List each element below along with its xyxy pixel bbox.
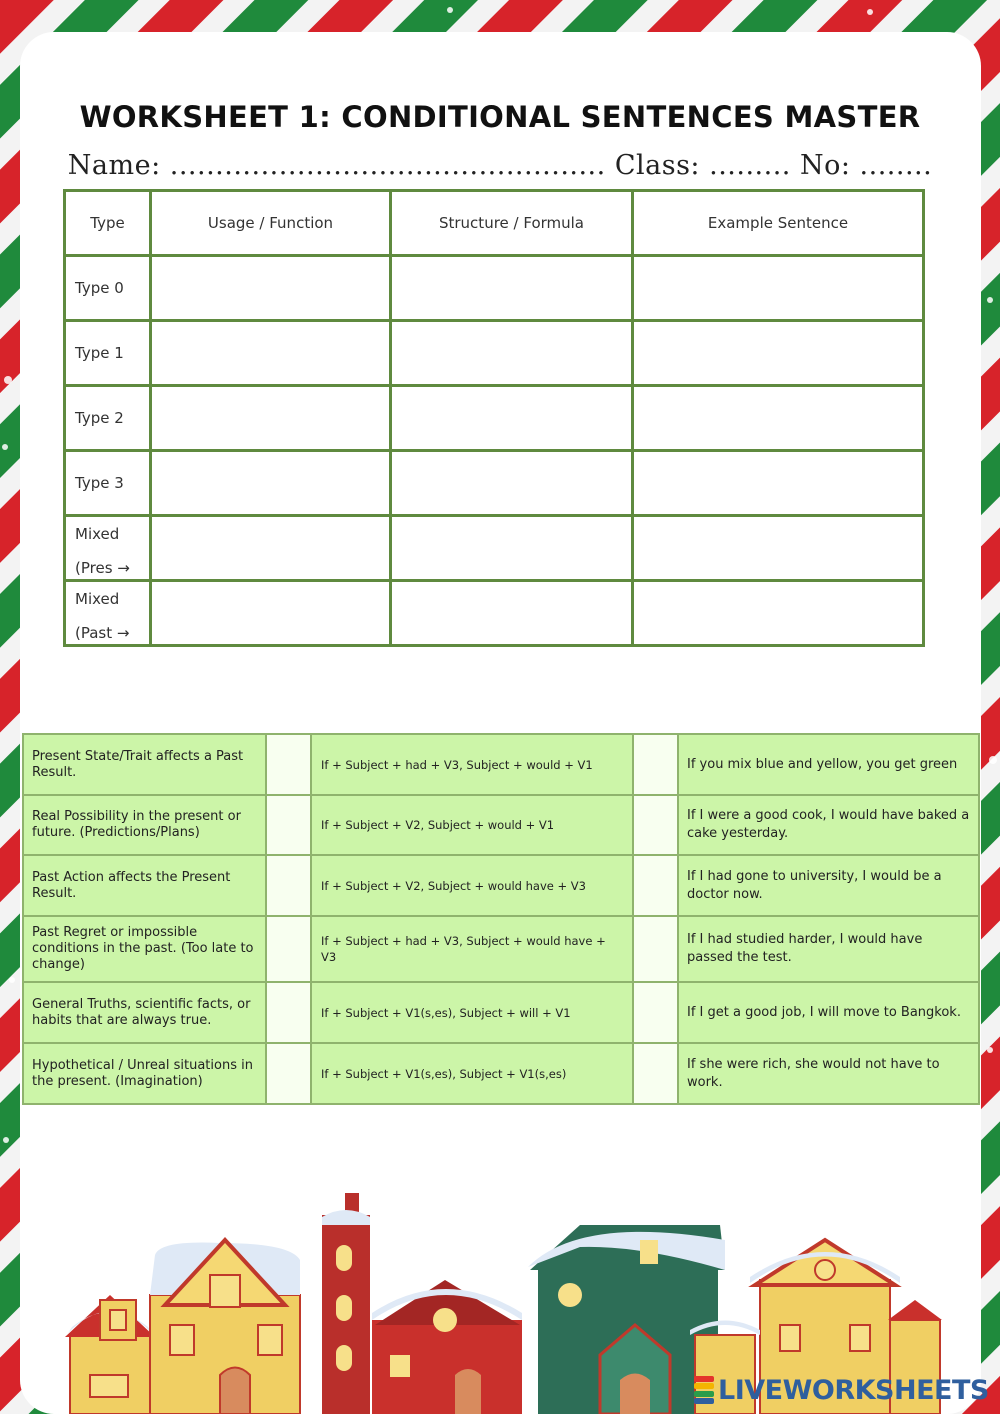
options-row (23, 982, 979, 1043)
drop-zone-usage[interactable] (151, 321, 391, 386)
worksheet-title: WORKSHEET 1: CONDITIONAL SENTENCES MASTER (79, 100, 921, 134)
spacer-cell (633, 855, 678, 916)
usage-option[interactable]: Present State/Trait affects a Past Result. (23, 734, 266, 795)
formula-option[interactable]: If + Subject + had + V3, Subject + would have + V3 (311, 916, 633, 982)
spacer-cell (633, 795, 678, 855)
usage-option[interactable]: Hypothetical / Unreal situations in the present. (Imagination) (23, 1043, 266, 1104)
spacer-cell (633, 916, 678, 982)
example-option[interactable]: If I had studied harder, I would have passed the test. (678, 916, 979, 982)
liveworksheets-logo-icon (694, 1376, 714, 1404)
drop-zone-usage[interactable] (151, 516, 391, 581)
no-blank[interactable]: ........ (859, 150, 933, 181)
liveworksheets-logo-text: LIVEWORKSHEETS (718, 1374, 989, 1406)
answer-row-mixed-pres (65, 516, 924, 581)
drop-zone-structure[interactable] (391, 321, 633, 386)
header-example: Example Sentence (633, 191, 924, 256)
usage-option[interactable]: General Truths, scientific facts, or habits that are always true. (23, 982, 266, 1043)
usage-option[interactable]: Past Action affects the Present Result. (23, 855, 266, 916)
drop-zone-example[interactable] (633, 581, 924, 646)
spacer-cell (266, 916, 311, 982)
answer-table-header (65, 191, 924, 256)
drop-zone-example[interactable] (633, 516, 924, 581)
options-row (23, 916, 979, 982)
spacer-cell (266, 855, 311, 916)
answer-table (63, 189, 925, 647)
answer-row-type-1 (65, 321, 924, 386)
class-blank[interactable]: ......... (709, 150, 791, 181)
spacer-cell (633, 1043, 678, 1104)
answer-row-type-2 (65, 386, 924, 451)
drop-zone-structure[interactable] (391, 386, 633, 451)
answer-row-type-3 (65, 451, 924, 516)
drop-zone-example[interactable] (633, 256, 924, 321)
formula-option[interactable]: If + Subject + V2, Subject + would + V1 (311, 795, 633, 855)
formula-option[interactable]: If + Subject + V1(s,es), Subject + V1(s,es) (311, 1043, 633, 1104)
name-blank[interactable]: ................................................ (169, 150, 606, 181)
row-label: Mixed (Pres → (75, 525, 130, 577)
student-info-line (0, 150, 1000, 181)
row-label: Type 0 (65, 256, 151, 321)
drop-zone-structure[interactable] (391, 451, 633, 516)
row-label: Mixed (Past → (75, 590, 130, 642)
answer-row-mixed-past (65, 581, 924, 646)
options-row (23, 855, 979, 916)
liveworksheets-logo (694, 1373, 989, 1407)
header-type: Type (65, 191, 151, 256)
example-option[interactable]: If I had gone to university, I would be a doctor now. (678, 855, 979, 916)
usage-option[interactable]: Past Regret or impossible conditions in the past. (Too late to change) (23, 916, 266, 982)
header-usage: Usage / Function (151, 191, 391, 256)
drop-zone-usage[interactable] (151, 256, 391, 321)
answer-row-type-0 (65, 256, 924, 321)
drop-zone-structure[interactable] (391, 581, 633, 646)
drop-zone-usage[interactable] (151, 581, 391, 646)
options-row (23, 795, 979, 855)
spacer-cell (266, 982, 311, 1043)
formula-option[interactable]: If + Subject + V1(s,es), Subject + will + V1 (311, 982, 633, 1043)
drop-zone-usage[interactable] (151, 451, 391, 516)
spacer-cell (266, 1043, 311, 1104)
usage-option[interactable]: Real Possibility in the present or future. (Predictions/Plans) (23, 795, 266, 855)
example-option[interactable]: If she were rich, she would not have to work. (678, 1043, 979, 1104)
spacer-cell (266, 795, 311, 855)
spacer-cell (633, 982, 678, 1043)
header-structure: Structure / Formula (391, 191, 633, 256)
name-label: Name: (67, 150, 161, 181)
drop-zone-example[interactable] (633, 321, 924, 386)
class-label: Class: (614, 150, 701, 181)
options-row (23, 734, 979, 795)
spacer-cell (633, 734, 678, 795)
drop-zone-example[interactable] (633, 451, 924, 516)
no-label: No: (799, 150, 851, 181)
formula-option[interactable]: If + Subject + V2, Subject + would have + V3 (311, 855, 633, 916)
row-label: Type 2 (65, 386, 151, 451)
row-label: Type 3 (65, 451, 151, 516)
drop-zone-structure[interactable] (391, 516, 633, 581)
example-option[interactable]: If I were a good cook, I would have baked a cake yesterday. (678, 795, 979, 855)
formula-option[interactable]: If + Subject + had + V3, Subject + would + V1 (311, 734, 633, 795)
row-label: Type 1 (65, 321, 151, 386)
options-row (23, 1043, 979, 1104)
spacer-cell (266, 734, 311, 795)
drop-zone-example[interactable] (633, 386, 924, 451)
example-option[interactable]: If I get a good job, I will move to Bangkok. (678, 982, 979, 1043)
drop-zone-usage[interactable] (151, 386, 391, 451)
drop-zone-structure[interactable] (391, 256, 633, 321)
example-option[interactable]: If you mix blue and yellow, you get green (678, 734, 979, 795)
options-table (22, 733, 980, 1105)
